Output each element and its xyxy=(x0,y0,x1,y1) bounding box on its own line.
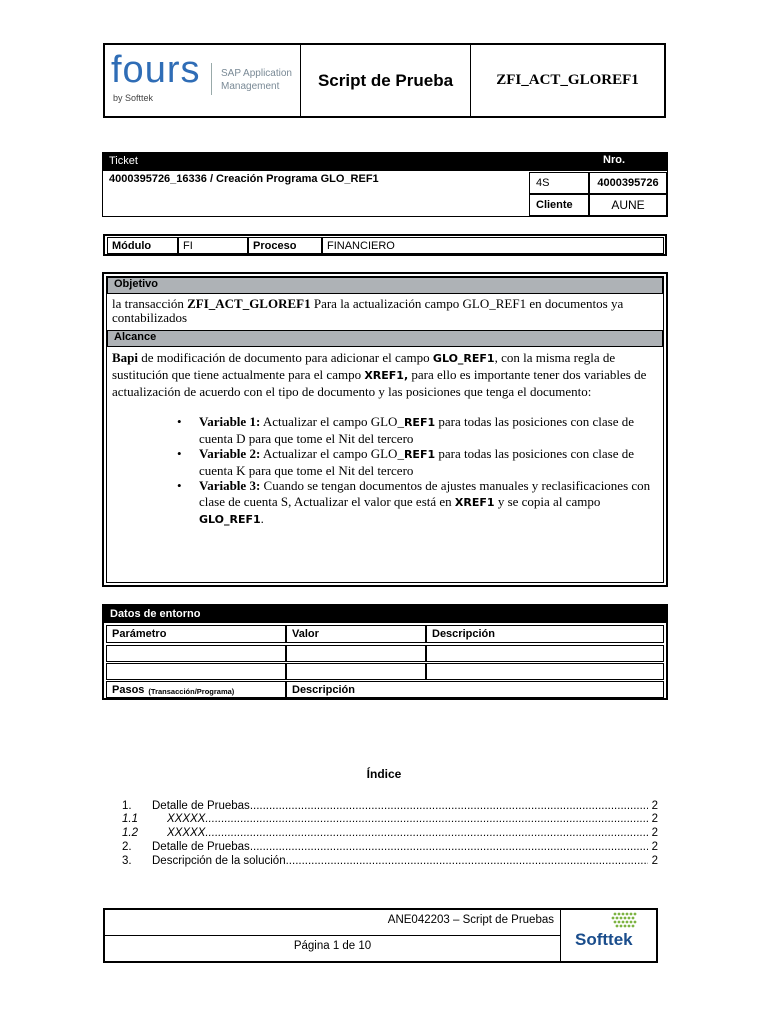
entorno-heading-text: Datos de entorno xyxy=(110,608,201,620)
toc-page: 2 xyxy=(651,827,658,839)
col-valor: Valor xyxy=(286,625,426,643)
toc-label: Detalle de Pruebas ..... xyxy=(152,840,648,854)
variable-text-b: para todas las posiciones con clase de cuenta D para que tome el Nit del tercero xyxy=(199,414,635,446)
alcance-intro-3: para ello es importante tener dos variables de actualización de acuerdo con el tipo de documento y las posiciones que tenga el documento: xyxy=(112,367,647,399)
variable-field: REF1 xyxy=(403,416,436,429)
entorno-section xyxy=(102,604,668,700)
objetivo-text xyxy=(112,297,660,325)
logo-dot xyxy=(630,921,633,924)
alcance-bapi: Bapi xyxy=(112,350,139,365)
bullet-icon: • xyxy=(177,414,182,429)
variable-label: Variable 2: xyxy=(199,446,261,461)
toc-num: 1.1 xyxy=(122,813,138,825)
variable-field2: GLO_REF1 xyxy=(199,513,261,526)
objetivo-inner xyxy=(106,276,664,583)
toc-num: 2. xyxy=(122,841,132,853)
logo-by-softtek: by Softtek xyxy=(113,93,154,103)
toc-num: 1. xyxy=(122,800,132,812)
logo-dot xyxy=(628,917,631,920)
alcance-intro-2: , con la misma regla de sustitución que tiene actualmente para el campo xyxy=(112,350,616,382)
variable-text-a: Actualizar el campo GLO_ xyxy=(260,414,404,429)
logo-dot xyxy=(628,925,631,928)
table-cell xyxy=(106,663,286,680)
logo-dot xyxy=(614,913,617,916)
variable-label: Variable 1: xyxy=(199,414,261,429)
ticket-type-code: 4S xyxy=(529,172,589,194)
nro-label: Nro. xyxy=(603,154,625,166)
alcance-intro-1: de modificación de documento para adicionar el campo xyxy=(138,350,433,365)
alcance-intro xyxy=(112,350,660,400)
proceso-value: FINANCIERO xyxy=(322,237,664,254)
objetivo-section xyxy=(102,272,668,587)
fours-logo: fours xyxy=(111,49,201,91)
variable-text-a: Cuando se tengan documentos de ajustes manuales y reclasificaciones con clase de cuenta S, Actualizar el valor que está en xyxy=(199,478,651,509)
variable-item xyxy=(177,446,662,479)
toc-num: 1.2 xyxy=(122,827,138,839)
toc-entry[interactable] xyxy=(122,799,658,813)
logo-dot xyxy=(624,925,627,928)
logo-sap-line1: SAP Application xyxy=(221,68,292,79)
toc-label: Descripción de la solución ..... xyxy=(152,854,648,868)
pasos-label xyxy=(106,681,286,698)
toc-label: XXXXX ..... xyxy=(167,826,648,840)
alcance-field2: XREF1, xyxy=(364,369,409,382)
objetivo-suffix: Para la actualización campo GLO_REF1 en documentos ya contabilizados xyxy=(112,296,624,325)
toc-page: 2 xyxy=(651,855,658,867)
pasos-descripcion: Descripción xyxy=(286,681,664,698)
toc-page: 2 xyxy=(651,800,658,812)
logo-dot xyxy=(622,913,625,916)
logo-dot xyxy=(618,921,621,924)
ticket-description: 4000395726_16336 / Creación Programa GLO_REF1 xyxy=(109,173,379,185)
softtek-brand: Softtek xyxy=(575,930,633,949)
bullet-icon: • xyxy=(177,478,182,493)
module-row xyxy=(103,234,667,256)
toc-label: Detalle de Pruebas ..... xyxy=(152,799,648,813)
ticket-number: 4000395726 xyxy=(589,172,667,194)
variable-field: XREF1 xyxy=(454,496,495,509)
logo-dot xyxy=(620,917,623,920)
variable-field: REF1 xyxy=(403,448,436,461)
alcance-field1: GLO_REF1 xyxy=(432,352,495,365)
toc-num: 3. xyxy=(122,855,132,867)
document-header xyxy=(103,43,666,118)
logo-dot xyxy=(626,921,629,924)
logo-dot xyxy=(632,925,635,928)
ticket-bar xyxy=(103,153,667,171)
table-cell xyxy=(286,645,426,662)
logo-dot xyxy=(626,913,629,916)
objetivo-heading: Objetivo xyxy=(107,277,663,294)
toc-entry[interactable] xyxy=(122,840,658,854)
variable-item xyxy=(177,414,662,447)
variable-text-b: y se copia al campo xyxy=(494,494,601,509)
logo-dot xyxy=(614,921,617,924)
modulo-value: FI xyxy=(178,237,248,254)
toc-page: 2 xyxy=(651,813,658,825)
pasos-text: Pasos xyxy=(112,683,145,696)
doc-type-title: Script de Prueba xyxy=(301,45,471,116)
logo-dot xyxy=(620,925,623,928)
logo-dot xyxy=(634,921,637,924)
alcance-heading: Alcance xyxy=(107,330,663,347)
pasos-sub: (Transacción/Programa) xyxy=(148,686,235,696)
proceso-label: Proceso xyxy=(248,237,322,254)
toc-entry[interactable] xyxy=(122,826,658,840)
table-cell xyxy=(286,663,426,680)
variable-item xyxy=(177,478,662,528)
client-label: Cliente xyxy=(529,194,589,216)
table-cell xyxy=(426,663,664,680)
footer-page-number: Página 1 de 10 xyxy=(105,936,561,961)
variable-text-b: para todas las posiciones con clase de cuenta K para que tome el Nit del tercero xyxy=(199,446,635,478)
toc-label: XXXXX ..... xyxy=(167,812,648,826)
ticket-section xyxy=(102,152,668,217)
toc-page: 2 xyxy=(651,841,658,853)
logo-sap-text xyxy=(221,67,292,93)
transaction-code: ZFI_ACT_GLOREF1 xyxy=(496,72,639,88)
toc-entry[interactable] xyxy=(122,812,658,826)
logo-dot xyxy=(622,921,625,924)
logo-dot xyxy=(624,917,627,920)
logo-cell xyxy=(105,45,301,116)
col-descripcion: Descripción xyxy=(426,625,664,643)
ticket-label: Ticket xyxy=(109,155,138,167)
logo-dot xyxy=(612,917,615,920)
logo-dot xyxy=(630,913,633,916)
variable-label: Variable 3: xyxy=(199,478,261,493)
table-cell xyxy=(106,645,286,662)
logo-separator xyxy=(211,63,212,95)
client-value: AUNE xyxy=(589,194,667,216)
indice-title: Índice xyxy=(366,767,402,781)
entorno-heading xyxy=(104,606,666,623)
logo-sap-line2: Management xyxy=(221,81,280,92)
variable-text-a: Actualizar el campo GLO_ xyxy=(260,446,404,461)
softtek-logo xyxy=(567,910,655,961)
logo-dot xyxy=(616,917,619,920)
footer-doc-ref: ANE042203 – Script de Pruebas xyxy=(105,910,561,936)
modulo-label: Módulo xyxy=(107,237,178,254)
objetivo-prefix: la transacción xyxy=(112,296,184,311)
objetivo-transaction: ZFI_ACT_GLOREF1 xyxy=(187,296,311,311)
toc-entry[interactable] xyxy=(122,854,658,868)
logo-dot xyxy=(618,913,621,916)
table-cell xyxy=(426,645,664,662)
logo-dot xyxy=(634,913,637,916)
logo-dot xyxy=(632,917,635,920)
logo-dot xyxy=(616,925,619,928)
variable-text-c: . xyxy=(260,511,264,526)
page-footer xyxy=(103,908,658,963)
bullet-icon: • xyxy=(177,446,182,461)
col-parametro: Parámetro xyxy=(106,625,286,643)
